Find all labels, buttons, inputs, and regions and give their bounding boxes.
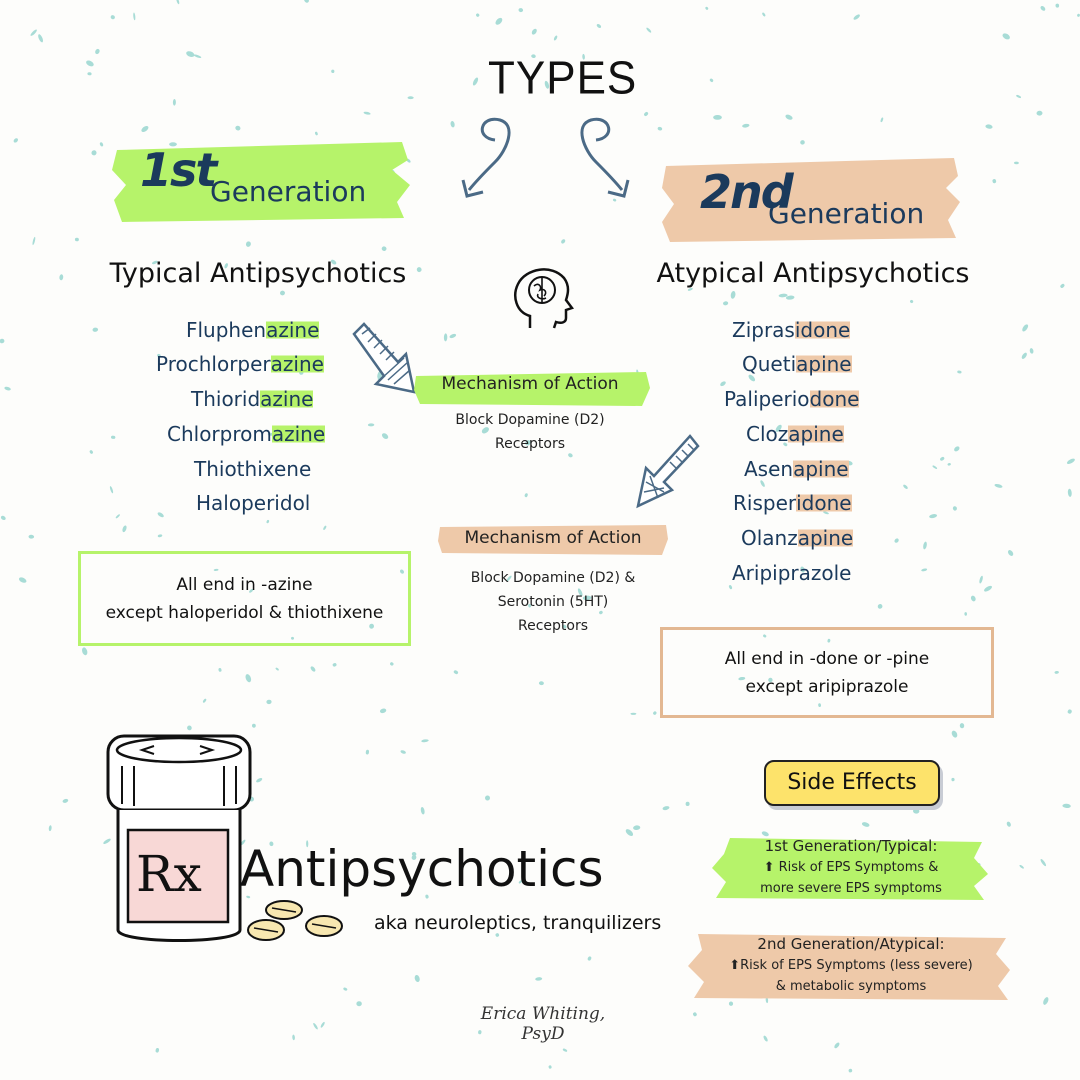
rx-label: Rx [136, 845, 202, 903]
speckle [414, 974, 421, 982]
speckle [652, 711, 657, 716]
speckle [1001, 32, 1011, 41]
speckle [312, 1022, 318, 1030]
speckle [475, 13, 480, 18]
se-first-line-1: ⬆ Risk of EPS Symptoms & [763, 860, 939, 875]
speckle [983, 585, 993, 593]
speckle [848, 1068, 852, 1072]
moa-second-text [438, 566, 668, 638]
speckle [994, 483, 1003, 488]
speckle [444, 333, 448, 341]
speckle [723, 301, 729, 306]
atypical-rule-box [660, 627, 994, 718]
speckle [880, 117, 884, 122]
speckle [87, 72, 91, 75]
brain-head-icon [508, 262, 574, 332]
speckle [155, 1048, 159, 1053]
speckle [921, 568, 927, 572]
speckle [266, 520, 270, 524]
speckle [176, 0, 180, 5]
atypical-drug-6: Risperidone [733, 491, 852, 515]
speckle [416, 267, 422, 273]
speckle [245, 241, 251, 248]
speckle [62, 798, 69, 803]
speckle [110, 14, 116, 20]
speckle [1021, 352, 1028, 360]
speckle [762, 12, 766, 17]
speckle [1042, 996, 1049, 1005]
atypical-rule-line-1: All end in -done or -pine [724, 648, 930, 669]
page-title: TYPES [488, 52, 638, 105]
speckle [389, 662, 394, 666]
second-gen-word: Generation [768, 197, 925, 230]
speckle [1060, 283, 1066, 289]
speckle [363, 111, 371, 115]
speckle [400, 750, 406, 755]
speckle [421, 739, 429, 743]
typical-drug-1: Fluphenazine [186, 318, 320, 342]
first-gen-number: 1st [140, 143, 216, 197]
speckle [303, 0, 310, 4]
speckle [643, 111, 649, 117]
speckle [30, 29, 38, 37]
atypical-drug-3: Paliperiodone [724, 387, 860, 411]
speckle [662, 805, 670, 810]
speckle [979, 575, 984, 583]
pills-icon [246, 896, 346, 946]
speckle [1062, 804, 1071, 809]
speckle [778, 293, 787, 297]
moa-first-text [414, 408, 646, 456]
moa-second-line-3: Receptors [517, 618, 588, 634]
speckle [964, 612, 967, 616]
speckle [472, 77, 479, 87]
speckle [320, 1021, 326, 1028]
speckle [929, 513, 938, 518]
speckle [18, 576, 27, 584]
speckle [122, 525, 128, 533]
speckle [1036, 111, 1042, 116]
speckle [902, 484, 908, 490]
speckle [332, 662, 337, 667]
aka-subtitle: aka neuroleptics, tranquilizers [374, 912, 662, 934]
speckle [379, 708, 386, 714]
speckle [1029, 348, 1034, 354]
speckle [646, 27, 652, 33]
speckle [81, 647, 88, 656]
speckle [202, 698, 207, 703]
speckle [705, 6, 709, 10]
speckle [728, 585, 732, 590]
speckle [365, 750, 369, 755]
speckle [244, 673, 252, 683]
speckle [310, 665, 317, 672]
side-effects-label: Side Effects [787, 770, 917, 795]
speckle [952, 506, 957, 511]
typical-rule-box [78, 551, 411, 646]
atypical-drug-5: Asenapine [744, 457, 849, 481]
speckle [90, 149, 97, 156]
moa-first-line-1: Block Dopamine (D2) [455, 412, 605, 428]
pill-bottle-icon [104, 726, 254, 950]
speckle [173, 99, 176, 106]
speckle [1016, 94, 1022, 98]
speckle [266, 699, 272, 704]
up-arrow-icon: ⬆ [763, 860, 775, 875]
speckle [48, 825, 52, 831]
speckle [323, 525, 327, 530]
speckle [730, 291, 736, 299]
speckle [630, 713, 636, 715]
se-first-head: 1st Generation/Typical: [764, 837, 938, 855]
speckle [111, 436, 116, 440]
speckle [910, 299, 914, 303]
typical-drug-4: Chlorpromazine [167, 422, 326, 446]
speckle [763, 1035, 769, 1042]
speckle [957, 370, 962, 373]
moa-second-line-1: Block Dopamine (D2) & [470, 570, 636, 586]
speckle [951, 778, 955, 782]
speckle [133, 12, 136, 20]
moa-first-line-2: Receptors [494, 436, 565, 452]
speckle [951, 730, 959, 739]
speckle [255, 777, 262, 783]
speckle [539, 681, 544, 685]
speckle [518, 8, 524, 13]
speckle [279, 290, 285, 296]
speckle [0, 515, 6, 521]
speckle [923, 541, 928, 549]
speckle [356, 1001, 361, 1006]
first-gen-word: Generation [210, 175, 367, 208]
speckle [657, 126, 662, 131]
speckle [37, 34, 44, 44]
speckle [275, 667, 279, 671]
speckle [494, 17, 503, 26]
speckle [939, 456, 945, 461]
speckle [853, 13, 861, 20]
speckle [596, 23, 602, 29]
speckle [524, 493, 528, 498]
speckle [686, 802, 690, 806]
speckle [531, 28, 538, 36]
speckle [331, 70, 334, 73]
speckle [115, 514, 120, 519]
typical-drug-3: Thioridazine [191, 387, 314, 411]
speckle [343, 987, 348, 991]
speckle [1021, 323, 1029, 332]
speckle [453, 670, 459, 675]
speckle [553, 35, 558, 41]
speckle [877, 603, 884, 610]
moa-first-title: Mechanism of Action [441, 374, 619, 394]
atypical-drug-1: Ziprasidone [732, 318, 851, 342]
arrow-down-right-icon [556, 110, 636, 205]
speckle [985, 124, 993, 129]
speckle [94, 48, 100, 55]
speckle [109, 486, 114, 494]
speckle [381, 246, 387, 252]
atypical-drug-8: Aripiprazole [732, 561, 852, 585]
speckle [1067, 709, 1073, 715]
se-second-text [694, 934, 1008, 997]
speckle [833, 1042, 840, 1050]
speckle [548, 1065, 552, 1069]
speckle [218, 668, 222, 672]
speckle [1040, 858, 1047, 867]
speckle [1006, 821, 1012, 828]
se-second-head: 2nd Generation/Atypical: [757, 935, 945, 953]
signature: Erica Whiting, PsyD [480, 1004, 606, 1044]
atypical-drug-2: Quetiapine [742, 352, 852, 376]
speckle [185, 50, 195, 58]
speckle [992, 179, 997, 184]
speckle [89, 450, 94, 455]
typical-rule-line-1: All end in -azine [176, 574, 313, 595]
speckle [709, 78, 714, 83]
speckle [193, 54, 202, 59]
speckle [1067, 489, 1072, 498]
speckle [947, 463, 951, 466]
main-title: Antipsychotics [240, 840, 604, 898]
se-second-line-1: ⬆Risk of EPS Symptoms (less severe) [729, 958, 973, 973]
speckle [535, 977, 542, 981]
typical-drug-5: Thiothixene [194, 457, 312, 481]
speckle [953, 445, 960, 452]
se-first-line-2: more severe EPS symptoms [760, 881, 942, 896]
atypical-drug-7: Olanzapine [741, 526, 854, 550]
se-first-text [712, 836, 990, 899]
se-second-line-2: & metabolic symptoms [775, 979, 927, 994]
moa-second-title: Mechanism of Action [464, 528, 642, 548]
speckle [13, 137, 19, 143]
typical-drug-6: Haloperidol [196, 491, 311, 515]
speckle [742, 123, 750, 128]
speckle [292, 1034, 295, 1040]
speckle [449, 333, 457, 339]
speckle [560, 238, 566, 244]
arrow-down-left-icon [455, 110, 535, 205]
speckle [633, 825, 641, 830]
speckle [85, 59, 95, 67]
speckle [562, 1048, 567, 1052]
speckle [1014, 162, 1019, 165]
speckle [59, 274, 63, 280]
speckle [32, 237, 36, 246]
moa-second-line-2: Serotonin (5HT) [497, 594, 609, 610]
speckle [484, 794, 491, 801]
second-gen-number: 2nd [700, 165, 792, 219]
speckle [713, 115, 722, 120]
up-arrow-icon: ⬆ [729, 958, 741, 973]
speckle [1040, 5, 1047, 12]
typical-drug-2: Prochlorperazine [156, 352, 324, 376]
atypical-subtitle: Atypical Antipsychotics [656, 258, 970, 289]
speckle [420, 807, 425, 815]
speckle [1007, 549, 1014, 557]
speckle [1055, 3, 1059, 7]
typical-rule-line-2: except haloperidol & thiothixene [105, 602, 384, 623]
speckle [785, 114, 794, 121]
speckle [799, 139, 805, 145]
speckle [861, 821, 870, 827]
atypical-drug-4: Clozapine [746, 422, 844, 446]
speckle [28, 535, 34, 539]
speckle [692, 1012, 697, 1017]
atypical-rule-line-2: except aripiprazole [745, 676, 909, 697]
speckle [587, 956, 592, 961]
speckle [368, 423, 375, 426]
speckle [1054, 671, 1059, 675]
speckle [75, 238, 79, 242]
speckle [959, 723, 964, 729]
speckle [970, 595, 977, 602]
speckle [408, 96, 414, 99]
speckle [913, 808, 920, 813]
speckle [894, 538, 900, 544]
speckle [99, 142, 104, 147]
speckle [625, 828, 635, 837]
speckle [381, 432, 389, 440]
speckle [157, 511, 165, 518]
typical-subtitle: Typical Antipsychotics [109, 258, 407, 289]
speckle [932, 465, 938, 470]
speckle [157, 534, 162, 538]
speckle [4, 386, 11, 391]
speckle [1019, 864, 1025, 869]
speckle [92, 327, 98, 332]
speckle [0, 339, 5, 344]
speckle [1066, 458, 1076, 465]
